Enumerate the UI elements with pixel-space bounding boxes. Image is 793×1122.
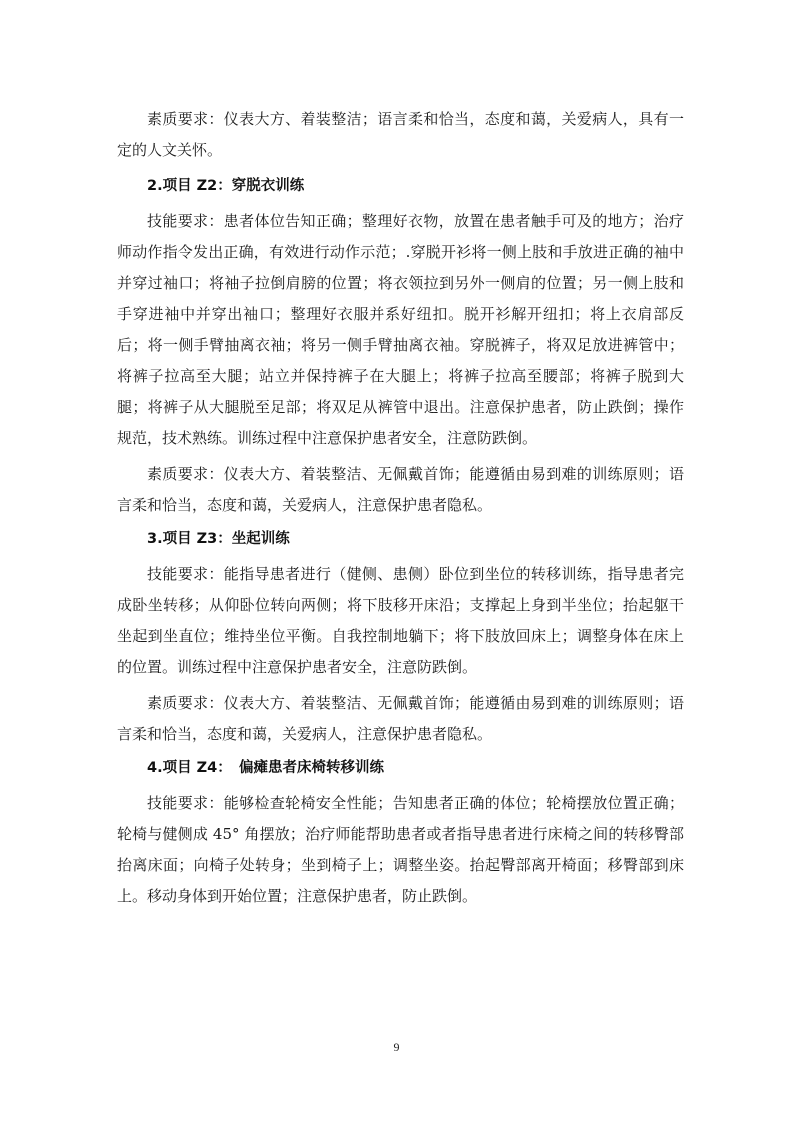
- quality-requirements-paragraph: 素质要求：仪表大方、着装整洁、无佩戴首饰；能遵循由易到难的训练原则；语言柔和恰当，态度和蔼，关爱病人，注意保护患者隐私。: [117, 694, 684, 743]
- section-heading-z3: 3.项目 Z3：坐起训练: [147, 531, 290, 547]
- section-heading-z2: 2.项目 Z2：穿脱衣训练: [147, 178, 305, 194]
- skill-requirements-paragraph: 技能要求：能指导患者进行（健侧、患侧）卧位到坐位的转移训练，指导患者完成卧坐转移；从仰卧位转向两侧；将下肢移开床沿；支撑起上身到半坐位；抬起躯干坐起到坐直位；维持坐位平衡。自我控制地躺下；将下肢放回床上；调整身体在床上的位置。训练过程中注意保护患者安全，注意防跌倒。: [117, 565, 684, 676]
- quality-requirements-paragraph: 素质要求：仪表大方、着装整洁、无佩戴首饰；能遵循由易到难的训练原则；语言柔和恰当，态度和蔼，关爱病人，注意保护患者隐私。: [117, 465, 684, 514]
- section-heading-z4: 4.项目 Z4： 偏瘫患者床椅转移训练: [147, 760, 384, 776]
- skill-requirements-paragraph: 技能要求：能够检查轮椅安全性能；告知患者正确的体位；轮椅摆放位置正确；轮椅与健侧成 45° 角摆放；治疗师能帮助患者或者指导患者进行床椅之间的转移臀部抬离床面；向椅子处转身；坐到椅子上；调整坐姿。抬起臀部离开椅面；移臀部到床上。移动身体到开始位置；注意保护患者，防止跌倒。: [117, 794, 684, 905]
- page-body: [117, 104, 684, 917]
- quality-requirements-paragraph: 素质要求：仪表大方、着装整洁；语言柔和恰当，态度和蔼，关爱病人，具有一定的人文关怀。: [117, 110, 684, 159]
- page-number: 9: [393, 1040, 400, 1054]
- skill-requirements-paragraph: 技能要求：患者体位告知正确；整理好衣物，放置在患者触手可及的地方；治疗师动作指令发出正确，有效进行动作示范；.穿脱开衫将一侧上肢和手放进正确的袖中并穿过袖口；将袖子拉倒肩膀的位置；将衣领拉到另外一侧肩的位置；另一侧上肢和手穿进袖中并穿出袖口；整理好衣服并系好纽扣。脱开衫解开纽扣；将上衣肩部反后；将一侧手臂抽离衣袖；将另一侧手臂抽离衣袖。穿脱裤子，将双足放进裤管中；将裤子拉高至大腿；站立并保持裤子在大腿上；将裤子拉高至腰部；将裤子脱到大腿；将裤子从大腿脱至足部；将双足从裤管中退出。注意保护患者，防止跌倒；操作规范，技术熟练。训练过程中注意保护患者安全，注意防跌倒。: [117, 212, 684, 447]
